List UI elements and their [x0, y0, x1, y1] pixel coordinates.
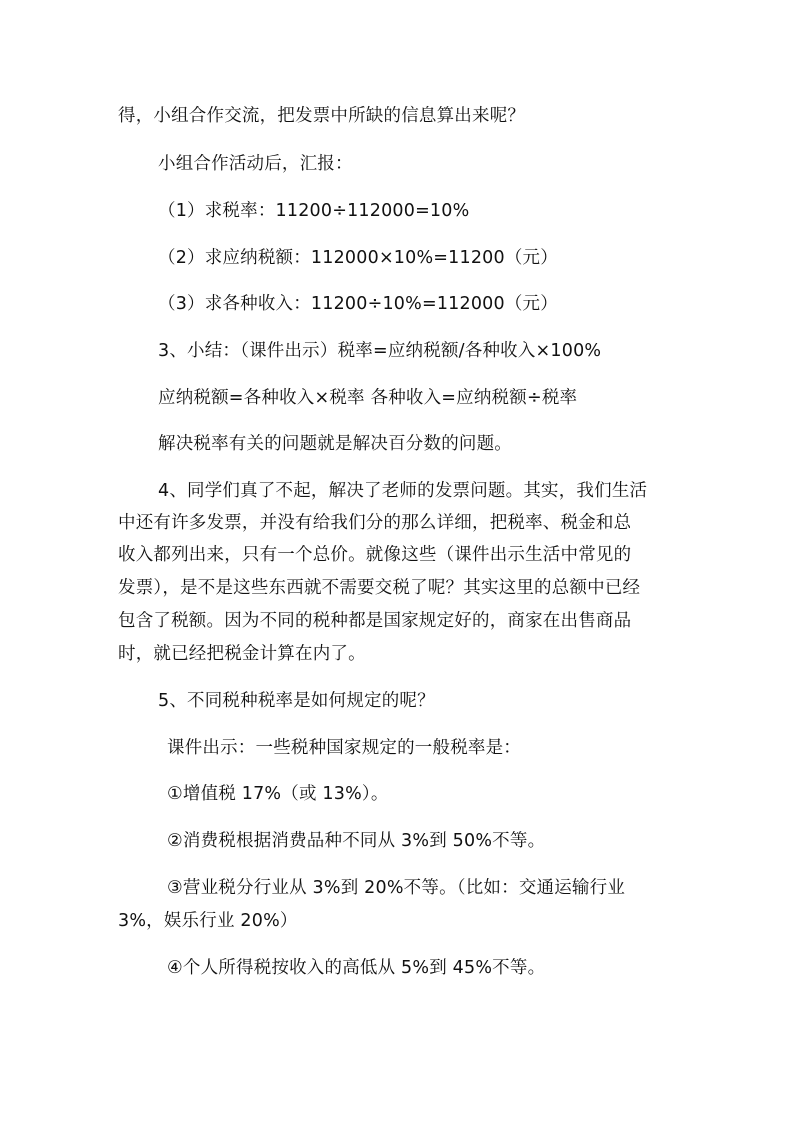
tax-item-2: ②消费税根据消费品种不同从 3%到 50%不等。 — [167, 831, 546, 851]
calc-line-1: （1）求税率：11200÷112000=10% — [158, 201, 470, 221]
tax-item-3-line-1: ③营业税分行业从 3%到 20%不等。（比如：交通运输行业 — [167, 878, 626, 898]
question-line: 5、不同税种税率是如何规定的呢？ — [158, 691, 435, 711]
calc-line-2: （2）求应纳税额：112000×10%=11200（元） — [158, 248, 558, 268]
paragraph-4-line-5: 包含了税额。因为不同的税种都是国家规定好的，商家在出售商品 — [118, 611, 632, 631]
courseware-line: 课件出示：一些税种国家规定的一般税率是： — [167, 738, 521, 758]
tax-item-1: ①增值税 17%（或 13%）。 — [167, 784, 389, 804]
summary-line-3: 解决税率有关的问题就是解决百分数的问题。 — [158, 434, 512, 454]
tax-item-3-line-2: 3%，娱乐行业 20%） — [118, 911, 298, 931]
paragraph-4-line-6: 时，就已经把税金计算在内了。 — [118, 644, 366, 664]
paragraph-line-2: 小组合作活动后，汇报： — [158, 154, 353, 174]
calc-line-3: （3）求各种收入：11200÷10%=112000（元） — [158, 294, 558, 314]
summary-line-1: 3、小结：（课件出示）税率=应纳税额/各种收入×100% — [158, 341, 602, 361]
paragraph-4-line-2: 中还有许多发票，并没有给我们分的那么详细，把税率、税金和总 — [118, 513, 632, 533]
paragraph-4-line-1: 4、同学们真了不起，解决了老师的发票问题。其实，我们生活 — [158, 481, 648, 501]
paragraph-4-line-3: 收入都列出来，只有一个总价。就像这些（课件出示生活中常见的 — [118, 545, 632, 565]
paragraph-4-line-4: 发票），是不是这些东西就不需要交税了呢？其实这里的总额中已经 — [118, 578, 641, 598]
paragraph-line-1: 得，小组合作交流，把发票中所缺的信息算出来呢？ — [118, 106, 526, 126]
tax-item-4: ④个人所得税按收入的高低从 5%到 45%不等。 — [167, 958, 546, 978]
summary-line-2: 应纳税额=各种收入×税率 各种收入=应纳税额÷税率 — [158, 388, 578, 408]
